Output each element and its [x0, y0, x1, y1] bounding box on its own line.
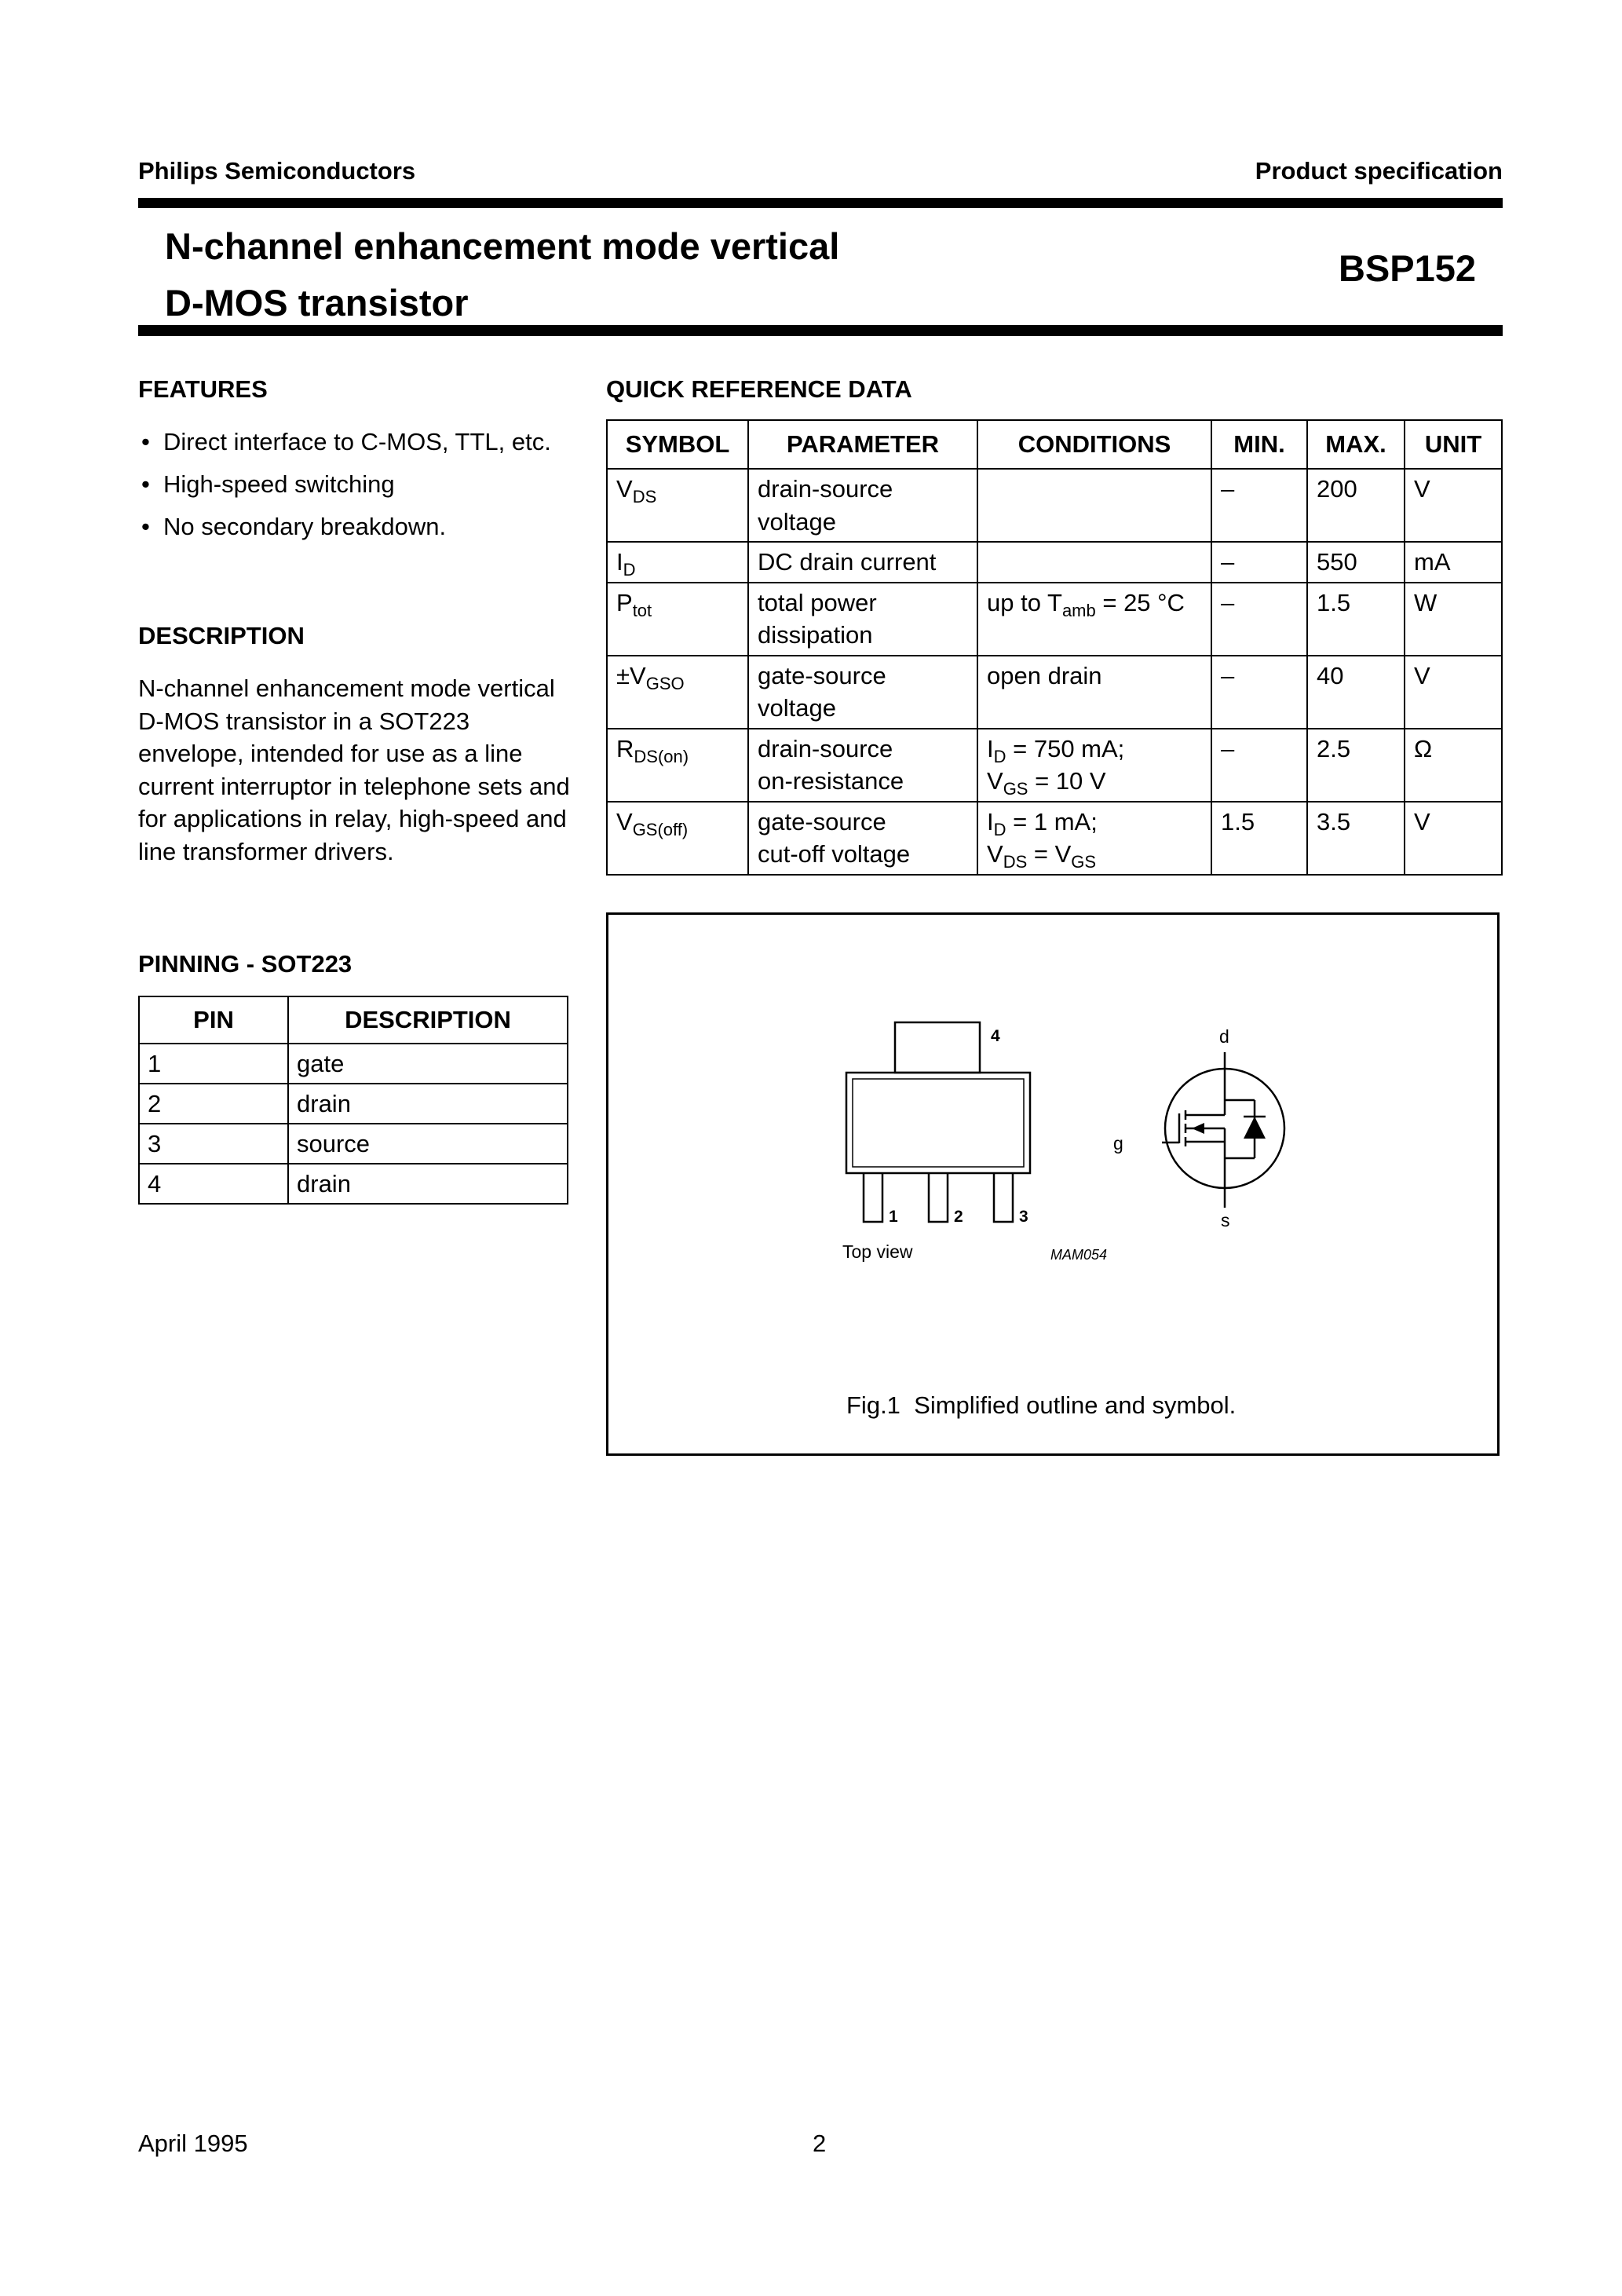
pin-label-2: 2	[954, 1208, 963, 1226]
max-cell: 550	[1307, 542, 1405, 583]
list-item: • Direct interface to C-MOS, TTL, etc.	[138, 426, 578, 459]
parameter-cell: DC drain current	[748, 542, 977, 583]
parameter-cell: drain-source on-resistance	[748, 729, 977, 802]
pin-description: gate	[288, 1044, 568, 1084]
part-number: BSP152	[1338, 247, 1476, 289]
conditions-cell: up to $T_{amb} = 25$ °C	[977, 583, 1211, 656]
pin-3-lead	[994, 1173, 1013, 1222]
pin-2-lead	[929, 1173, 948, 1222]
unit-cell: Ω	[1405, 729, 1502, 802]
diode-arrow	[1244, 1117, 1266, 1139]
mosfet-symbol	[1162, 1052, 1284, 1208]
package-body	[846, 1073, 1030, 1173]
unit-cell: V	[1405, 469, 1502, 542]
symbol-cell: $V_{GS(off)}$	[607, 802, 748, 875]
title-line-1: N-channel enhancement mode vertical	[165, 225, 840, 267]
unit-cell: V	[1405, 802, 1502, 875]
figure-code: MAM054	[1050, 1247, 1108, 1263]
column-header: MIN.	[1211, 420, 1307, 469]
package-body-inner	[853, 1079, 1024, 1167]
symbol-cell: $I_D$	[607, 542, 748, 583]
pin-label-3: 3	[1019, 1208, 1028, 1226]
parameter-cell: drain-source voltage	[748, 469, 977, 542]
pinning-heading: PINNING - SOT223	[138, 950, 353, 978]
title-line-2: D-MOS transistor	[165, 282, 469, 324]
figure-caption	[846, 1391, 1236, 1420]
list-item: • No secondary breakdown.	[138, 510, 578, 543]
document-type: Product specification	[1255, 157, 1503, 185]
symbol-cell: $R_{DS(on)}$	[607, 729, 748, 802]
substrate-arrow	[1192, 1123, 1204, 1134]
min-cell: –	[1211, 729, 1307, 802]
sot223-package-outline	[846, 1022, 1030, 1222]
symbol-cell: $V_{DS}$	[607, 469, 748, 542]
list-item: • High-speed switching	[138, 468, 578, 501]
pin-description: drain	[288, 1084, 568, 1124]
pin-description: drain	[288, 1164, 568, 1204]
pin-number: 2	[139, 1084, 288, 1124]
symbol-cell: $\pm V_{GSO}$	[607, 656, 748, 729]
conditions-cell: $I_D = 1$ mA; $V_{DS} = V_{GS}$	[977, 802, 1211, 875]
min-cell: –	[1211, 542, 1307, 583]
pin-label-1: 1	[889, 1208, 898, 1226]
max-cell: 3.5	[1307, 802, 1405, 875]
min-cell: –	[1211, 469, 1307, 542]
pin-number: 3	[139, 1124, 288, 1164]
pin-number: 1	[139, 1044, 288, 1084]
top-view-label: Top view	[842, 1241, 913, 1262]
column-header: UNIT	[1405, 420, 1502, 469]
quick-reference-heading: QUICK REFERENCE DATA	[606, 375, 912, 403]
unit-cell: mA	[1405, 542, 1502, 583]
column-header: PARAMETER	[748, 420, 977, 469]
max-cell: 200	[1307, 469, 1405, 542]
gate-terminal-label: g	[1113, 1133, 1123, 1153]
unit-cell: W	[1405, 583, 1502, 656]
figure-number: Fig.1	[846, 1391, 901, 1419]
pin-number: 4	[139, 1164, 288, 1204]
column-header: MAX.	[1307, 420, 1405, 469]
conditions-cell: $I_D = 750$ mA; $V_{GS} = 10$ V	[977, 729, 1211, 802]
column-header: CONDITIONS	[977, 420, 1211, 469]
drain-terminal-label: d	[1219, 1026, 1229, 1047]
footer-date: April 1995	[138, 2130, 248, 2157]
max-cell: 40	[1307, 656, 1405, 729]
parameter-cell: gate-source voltage	[748, 656, 977, 729]
pin-label-4: 4	[991, 1027, 1000, 1045]
min-cell: –	[1211, 656, 1307, 729]
description-text: N-channel enhancement mode vertical D-MOS transistor in a SOT223 envelope, intended for use as a line current interruptor in telephone sets and for applications in relay, high-speed and line transformer drivers.	[138, 675, 570, 865]
column-header: PIN	[139, 996, 288, 1044]
company-name: Philips Semiconductors	[138, 157, 416, 185]
column-header: DESCRIPTION	[288, 996, 568, 1044]
symbol-cell: $P_{tot}$	[607, 583, 748, 656]
parameter-cell: total power dissipation	[748, 583, 977, 656]
page-number: 2	[813, 2130, 827, 2157]
min-cell: 1.5	[1211, 802, 1307, 875]
description-heading: DESCRIPTION	[138, 622, 305, 649]
source-terminal-label: s	[1221, 1210, 1230, 1230]
column-header: SYMBOL	[607, 420, 748, 469]
max-cell: 1.5	[1307, 583, 1405, 656]
figure-caption-text: Simplified outline and symbol.	[914, 1391, 1237, 1419]
features-heading: FEATURES	[138, 375, 268, 403]
conditions-cell: open drain	[977, 656, 1211, 729]
max-cell: 2.5	[1307, 729, 1405, 802]
pin-description: source	[288, 1124, 568, 1164]
pin-1-lead	[864, 1173, 882, 1222]
parameter-cell: gate-source cut-off voltage	[748, 802, 977, 875]
tab-pin-4	[895, 1022, 980, 1073]
unit-cell: V	[1405, 656, 1502, 729]
min-cell: –	[1211, 583, 1307, 656]
